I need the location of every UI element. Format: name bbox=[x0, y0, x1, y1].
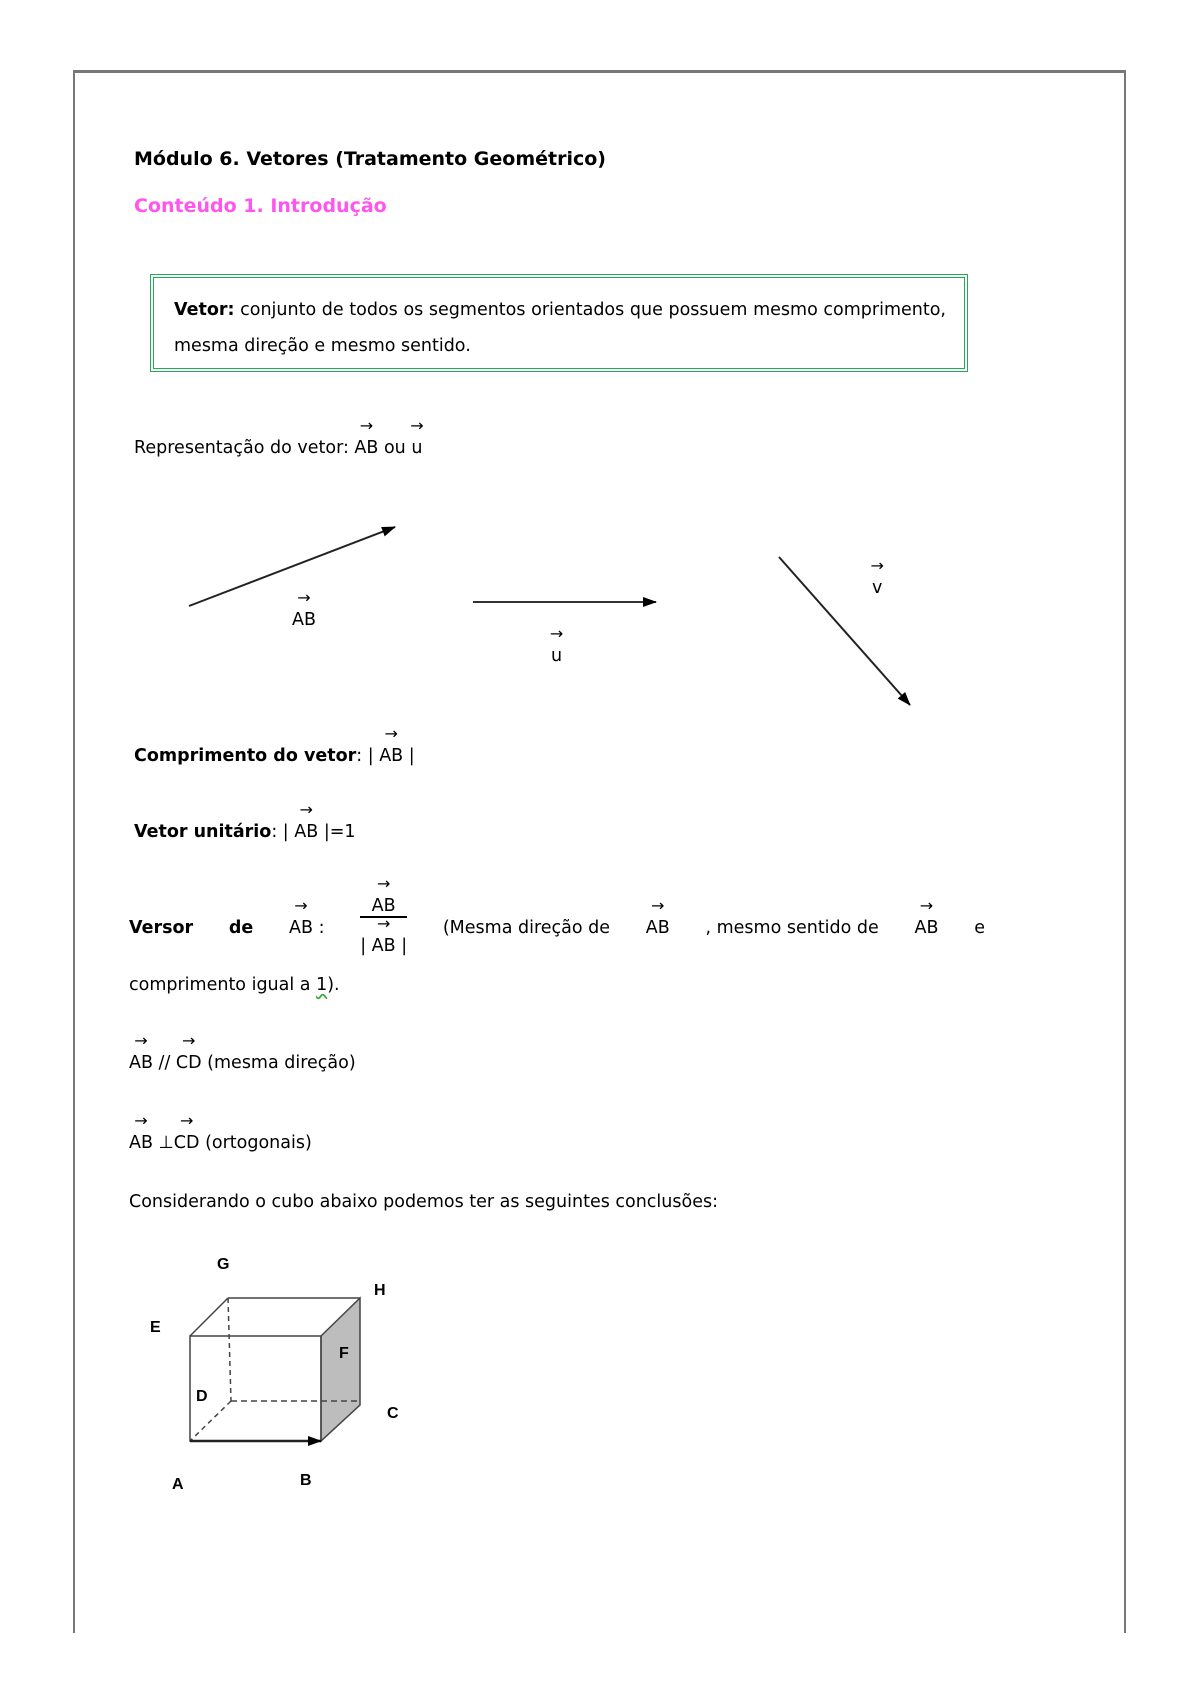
abs-bar: | bbox=[367, 746, 374, 766]
vector-name: AB bbox=[129, 1133, 153, 1153]
abs-bar: | bbox=[282, 822, 289, 842]
vector-notation bbox=[129, 1111, 153, 1153]
vector-arrow-icon: → bbox=[384, 724, 398, 743]
vector-notation bbox=[371, 914, 396, 956]
parallel-line bbox=[129, 1031, 356, 1073]
vector-notation bbox=[870, 556, 884, 598]
versor-line bbox=[129, 874, 985, 958]
vector-arrow-icon: → bbox=[299, 800, 313, 819]
equals-one: =1 bbox=[329, 822, 356, 842]
vector-name: AB bbox=[371, 896, 396, 916]
connector-text: ou bbox=[378, 438, 412, 458]
vector-name: CD bbox=[175, 1053, 202, 1073]
spellcheck-number: 1 bbox=[316, 975, 328, 995]
vector-name: AB bbox=[645, 918, 670, 938]
parallel-note: (mesma direção) bbox=[201, 1053, 356, 1073]
unit-vector-line bbox=[134, 800, 356, 842]
vector-arrow-icon: → bbox=[651, 896, 665, 915]
fraction-denominator bbox=[360, 914, 408, 956]
cube-label-e: E bbox=[150, 1319, 161, 1336]
vector-arrow-icon: → bbox=[179, 1111, 194, 1130]
versor-vector bbox=[289, 896, 325, 938]
versor-note-mid: , mesmo sentido de bbox=[705, 918, 879, 938]
length-line bbox=[134, 724, 415, 766]
vector-name: AB bbox=[371, 936, 396, 956]
vector-v-label bbox=[870, 556, 884, 598]
vector-arrow-icon: → bbox=[549, 624, 564, 643]
definition-term: Vetor: bbox=[174, 300, 235, 320]
orthogonal-line bbox=[129, 1111, 312, 1153]
versor-fraction bbox=[360, 874, 408, 956]
vector-name: AB bbox=[294, 822, 319, 842]
vector-notation bbox=[914, 896, 939, 938]
versor-note-tail: e bbox=[974, 918, 985, 938]
cube-label-d: D bbox=[196, 1388, 208, 1405]
vector-notation bbox=[645, 896, 670, 938]
vector-v-arrow bbox=[779, 557, 910, 705]
abs-bar: | bbox=[408, 746, 415, 766]
cube-intro: Considerando o cubo abaixo podemos ter as seguintes conclusões: bbox=[129, 1192, 718, 1212]
vector-notation bbox=[129, 1031, 153, 1073]
representation-label: Representação do vetor: bbox=[134, 438, 355, 458]
colon: : bbox=[271, 822, 283, 842]
vector-notation bbox=[549, 624, 564, 666]
perpendicular-symbol: ⊥ bbox=[152, 1133, 174, 1153]
vector-arrow-icon: → bbox=[919, 896, 934, 915]
vector-notation bbox=[292, 588, 316, 630]
definition-body: conjunto de todos os segmentos orientados que possuem mesmo comprimento, mesma direção e mesmo sentido. bbox=[174, 300, 946, 356]
vector-u-label bbox=[549, 624, 564, 666]
vector-arrow-icon: → bbox=[294, 896, 308, 915]
vector-name: v bbox=[872, 578, 883, 598]
versor-continuation bbox=[129, 975, 340, 995]
vector-name: CD bbox=[173, 1133, 200, 1153]
vector-name: u bbox=[551, 646, 563, 666]
cube-face-f-shaded bbox=[321, 1298, 360, 1441]
continuation-end: ). bbox=[327, 975, 340, 995]
vector-arrow-icon: → bbox=[870, 556, 884, 575]
vector-name: AB bbox=[379, 746, 404, 766]
versor-de: de bbox=[228, 918, 254, 938]
vector-ab-arrow bbox=[189, 527, 395, 606]
colon: : bbox=[318, 918, 325, 938]
vector-notation bbox=[289, 896, 313, 938]
orthogonal-note: (ortogonais) bbox=[199, 1133, 312, 1153]
versor-label: Versor bbox=[129, 918, 194, 938]
cube-diagram bbox=[190, 1298, 360, 1441]
cube-label-b: B bbox=[300, 1472, 312, 1489]
vector-name: AB bbox=[289, 918, 313, 938]
versor-note-start: (Mesma direção de bbox=[442, 918, 611, 938]
vector-notation bbox=[175, 1031, 202, 1073]
abs-bar: | bbox=[401, 936, 408, 956]
cube-label-a: A bbox=[172, 1476, 184, 1493]
page-title: Módulo 6. Vetores (Tratamento Geométrico) bbox=[134, 148, 606, 170]
continuation-text: comprimento igual a bbox=[129, 975, 317, 995]
vector-name: u bbox=[411, 438, 423, 458]
vector-name: AB bbox=[354, 438, 379, 458]
cube-front-face bbox=[190, 1336, 321, 1441]
vector-notation bbox=[294, 800, 319, 842]
cube-label-f: F bbox=[339, 1345, 349, 1362]
colon: : bbox=[356, 746, 368, 766]
vector-arrow-icon: → bbox=[376, 914, 391, 933]
vector-notation bbox=[173, 1111, 200, 1153]
vector-name: AB bbox=[129, 1053, 153, 1073]
cube-label-c: C bbox=[387, 1405, 399, 1422]
vector-arrow-icon: → bbox=[376, 874, 391, 893]
vector-arrow-icon: → bbox=[410, 416, 424, 435]
vector-name: AB bbox=[292, 610, 316, 630]
cube-label-h: H bbox=[374, 1282, 386, 1299]
length-label: Comprimento do vetor bbox=[134, 746, 357, 766]
abs-bar: | bbox=[323, 822, 330, 842]
vector-arrow-icon: → bbox=[359, 416, 374, 435]
vector-notation bbox=[379, 724, 404, 766]
cube-label-g: G bbox=[217, 1256, 230, 1273]
unit-vector-label: Vetor unitário bbox=[134, 822, 272, 842]
vector-arrow-icon: → bbox=[297, 588, 311, 607]
vector-arrow-icon: → bbox=[134, 1111, 148, 1130]
abs-bar: | bbox=[360, 936, 367, 956]
section-subtitle: Conteúdo 1. Introdução bbox=[134, 195, 387, 217]
vector-arrow-icon: → bbox=[182, 1031, 196, 1050]
vector-arrow-icon: → bbox=[134, 1031, 148, 1050]
vector-notation bbox=[371, 874, 396, 916]
vector-name: AB bbox=[914, 918, 939, 938]
parallel-symbol: // bbox=[152, 1053, 176, 1073]
vector-ab-label bbox=[292, 588, 316, 630]
